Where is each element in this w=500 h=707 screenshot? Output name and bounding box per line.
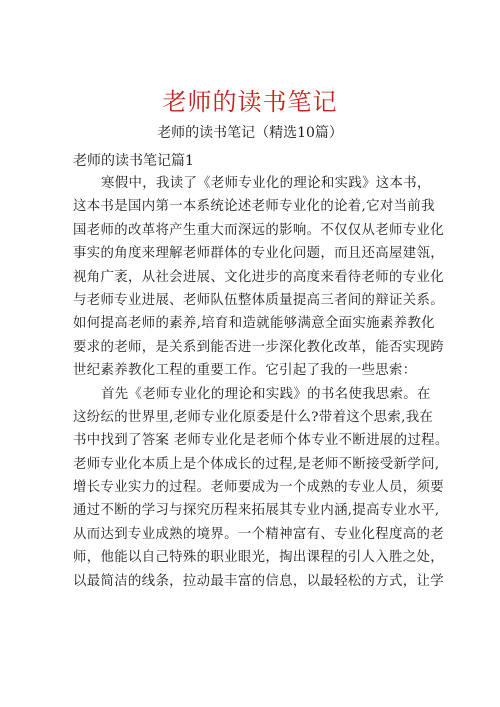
paragraph-line: 世纪素养教化工程的重要工作。它引起了我的一些思索： — [73, 363, 417, 379]
paragraph-line: 书中找到了答案 老师专业化是老师个体专业不断进展的过程。 — [73, 433, 449, 449]
paragraph-line: 首先《老师专业化的理论和实践》的书名使我思索。在 — [101, 386, 431, 402]
document-title: 老师的读书笔记 — [162, 88, 338, 116]
paragraph-line: 国老师的改革将产生重大而深远的影响。不仅仅从老师专业化 — [73, 222, 444, 238]
paragraph-line: 师，他能以自己特殊的职业眼光，掏出课程的引人入胜之处， — [73, 550, 444, 566]
paragraph-line: 寒假中，我读了《老师专业化的理论和实践》这本书， — [101, 176, 431, 191]
paragraph-line: 这纷纭的世界里,老师专业化原委是什么?带着这个思索,我在 — [73, 409, 434, 425]
body-text — [73, 172, 449, 593]
paragraph-line: 要求的老师，是关系到能否进一步深化教化改革，能否实现跨 — [73, 339, 444, 355]
paragraph-line: 增长专业实力的过程。老师要成为一个成熟的专业人员，须要 — [73, 480, 444, 496]
paragraph-line: 视角广袤，从社会进展、文化进步的高度来看待老师的专业化 — [73, 269, 444, 285]
paragraph-line: 与老师专业进展、老师队伍整体质量提高三者间的辩证关系。 — [73, 292, 444, 308]
paragraph-line: 如何提高老师的素养,培育和造就能够满意全面实施素养教化 — [73, 316, 435, 332]
paragraph-line: 事实的角度来理解老师群体的专业化问题，而且还高屋建瓴， — [73, 246, 444, 262]
document-subtitle: 老师的读书笔记（精选10篇） — [157, 125, 343, 141]
section-heading: 老师的读书笔记篇1 — [73, 153, 194, 169]
paragraph-line: 这本书是国内第一本系统论述老师专业化的论着,它对当前我 — [73, 199, 435, 215]
paragraph-line: 以最简洁的线条，拉动最丰富的信息，以最轻松的方式，让学 — [73, 573, 444, 589]
paragraph-line: 通过不断的学习与探究历程来拓展其专业内涵,提高专业水平, — [73, 503, 440, 519]
paragraph-line: 从而达到专业成熟的境界。一个精神富有、专业化程度高的老 — [73, 526, 444, 542]
paragraph-line: 老师专业化本质上是个体成长的过程,是老师不断接受新学问, — [73, 456, 440, 472]
